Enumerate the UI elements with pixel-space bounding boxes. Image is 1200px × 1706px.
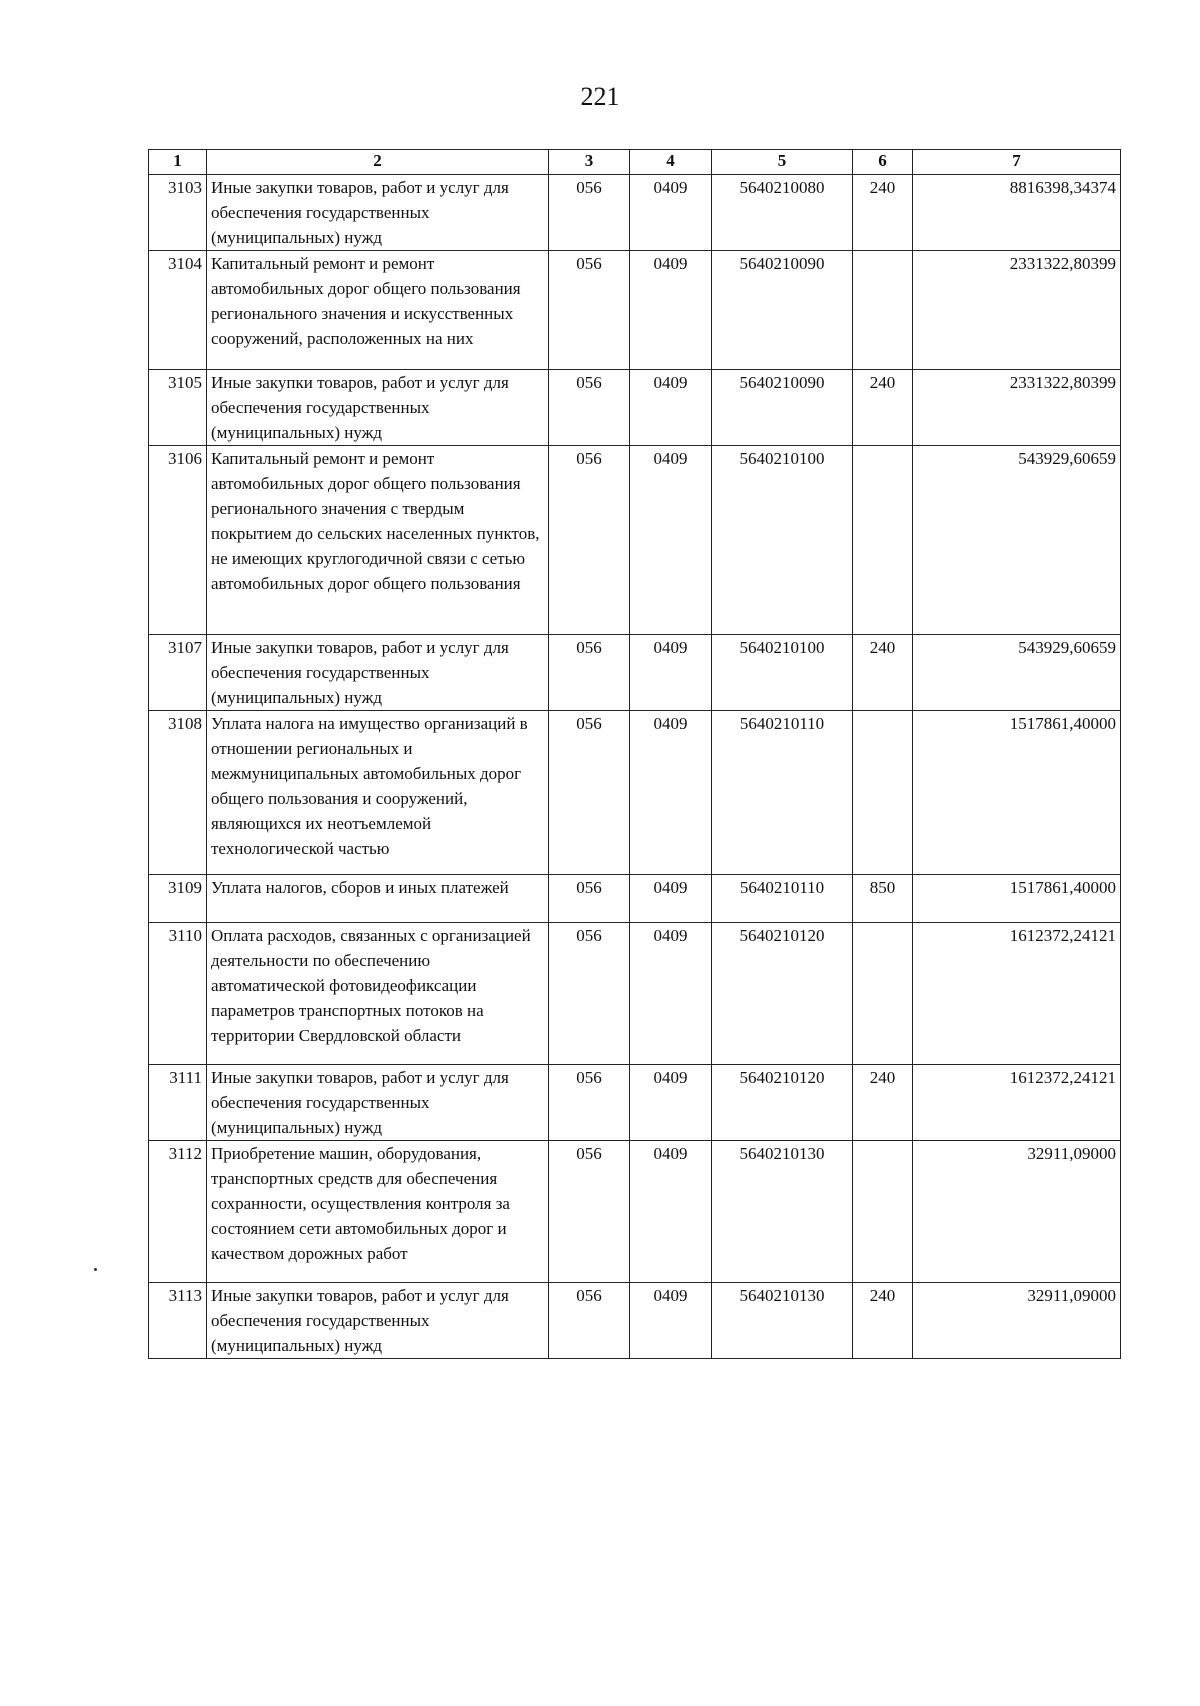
row-number: 3112	[149, 1141, 207, 1283]
table-row	[149, 1141, 1121, 1283]
row-amount: 1612372,24121	[913, 1065, 1121, 1141]
row-amount: 2331322,80399	[913, 251, 1121, 370]
row-code-3: 056	[549, 175, 630, 251]
row-code-3: 056	[549, 711, 630, 875]
table-row	[149, 175, 1121, 251]
table-row	[149, 446, 1121, 635]
row-amount: 2331322,80399	[913, 370, 1121, 446]
row-code-3: 056	[549, 923, 630, 1065]
row-name: Иные закупки товаров, работ и услуг для обеспечения государственных (муниципальных) нужд	[207, 1065, 549, 1141]
table-row	[149, 923, 1121, 1065]
row-number: 3104	[149, 251, 207, 370]
header-col-2: 2	[207, 150, 549, 175]
row-expense-type	[853, 711, 913, 875]
row-code-3: 056	[549, 635, 630, 711]
header-col-1: 1	[149, 150, 207, 175]
row-code-3: 056	[549, 1283, 630, 1359]
row-target-code: 5640210080	[712, 175, 853, 251]
table-row	[149, 1283, 1121, 1359]
row-target-code: 5640210120	[712, 1065, 853, 1141]
row-name: Уплата налогов, сборов и иных платежей	[207, 875, 549, 923]
header-row	[149, 150, 1121, 175]
row-name: Оплата расходов, связанных с организацией деятельности по обеспечению автоматической фотовидеофиксации параметров транспортных потоков на территории Свердловской области	[207, 923, 549, 1065]
row-expense-type	[853, 251, 913, 370]
row-number: 3109	[149, 875, 207, 923]
row-name: Приобретение машин, оборудования, транспортных средств для обеспечения сохранности, осуществления контроля за состоянием сети автомобильных дорог и качеством дорожных работ	[207, 1141, 549, 1283]
row-name: Иные закупки товаров, работ и услуг для обеспечения государственных (муниципальных) нужд	[207, 635, 549, 711]
row-number: 3103	[149, 175, 207, 251]
header-col-5: 5	[712, 150, 853, 175]
row-number: 3108	[149, 711, 207, 875]
table-row	[149, 1065, 1121, 1141]
row-section-code: 0409	[630, 446, 712, 635]
table-row	[149, 251, 1121, 370]
row-code-3: 056	[549, 1065, 630, 1141]
row-code-3: 056	[549, 875, 630, 923]
row-number: 3105	[149, 370, 207, 446]
row-section-code: 0409	[630, 711, 712, 875]
row-number: 3106	[149, 446, 207, 635]
row-target-code: 5640210100	[712, 635, 853, 711]
row-amount: 32911,09000	[913, 1283, 1121, 1359]
table-row	[149, 711, 1121, 875]
row-target-code: 5640210130	[712, 1141, 853, 1283]
row-section-code: 0409	[630, 251, 712, 370]
row-target-code: 5640210130	[712, 1283, 853, 1359]
row-amount: 1517861,40000	[913, 875, 1121, 923]
header-col-3: 3	[549, 150, 630, 175]
row-expense-type: 240	[853, 175, 913, 251]
row-number: 3111	[149, 1065, 207, 1141]
budget-table	[148, 149, 1121, 1359]
row-name: Капитальный ремонт и ремонт автомобильных дорог общего пользования регионального значения и искусственных сооружений, расположенных на них	[207, 251, 549, 370]
row-section-code: 0409	[630, 175, 712, 251]
row-name: Капитальный ремонт и ремонт автомобильных дорог общего пользования регионального значения с твердым покрытием до сельских населенных пунктов, не имеющих круглогодичной связи с сетью автомобильных дорог общего пользования	[207, 446, 549, 635]
row-amount: 543929,60659	[913, 635, 1121, 711]
row-number: 3107	[149, 635, 207, 711]
row-name: Иные закупки товаров, работ и услуг для обеспечения государственных (муниципальных) нужд	[207, 175, 549, 251]
row-expense-type	[853, 1141, 913, 1283]
row-section-code: 0409	[630, 370, 712, 446]
row-amount: 1612372,24121	[913, 923, 1121, 1065]
row-expense-type: 240	[853, 370, 913, 446]
row-section-code: 0409	[630, 923, 712, 1065]
row-section-code: 0409	[630, 635, 712, 711]
header-col-7: 7	[913, 150, 1121, 175]
row-amount: 543929,60659	[913, 446, 1121, 635]
row-expense-type: 240	[853, 1283, 913, 1359]
row-target-code: 5640210110	[712, 875, 853, 923]
row-expense-type: 240	[853, 1065, 913, 1141]
table-row	[149, 875, 1121, 923]
row-expense-type	[853, 923, 913, 1065]
row-amount: 1517861,40000	[913, 711, 1121, 875]
row-amount: 32911,09000	[913, 1141, 1121, 1283]
row-expense-type: 850	[853, 875, 913, 923]
row-code-3: 056	[549, 446, 630, 635]
row-section-code: 0409	[630, 1141, 712, 1283]
row-code-3: 056	[549, 370, 630, 446]
row-name: Иные закупки товаров, работ и услуг для обеспечения государственных (муниципальных) нужд	[207, 370, 549, 446]
page-number: 221	[580, 82, 620, 111]
table-row	[149, 635, 1121, 711]
row-section-code: 0409	[630, 1065, 712, 1141]
row-code-3: 056	[549, 1141, 630, 1283]
row-section-code: 0409	[630, 875, 712, 923]
row-section-code: 0409	[630, 1283, 712, 1359]
scan-dot	[94, 1268, 97, 1271]
row-target-code: 5640210110	[712, 711, 853, 875]
header-col-4: 4	[630, 150, 712, 175]
row-amount: 8816398,34374	[913, 175, 1121, 251]
table-row	[149, 370, 1121, 446]
row-target-code: 5640210090	[712, 370, 853, 446]
header-col-6: 6	[853, 150, 913, 175]
row-code-3: 056	[549, 251, 630, 370]
row-name: Уплата налога на имущество организаций в отношении региональных и межмуниципальных автомобильных дорог общего пользования и сооружений, являющихся их неотъемлемой технологической частью	[207, 711, 549, 875]
row-target-code: 5640210100	[712, 446, 853, 635]
row-expense-type: 240	[853, 635, 913, 711]
row-target-code: 5640210090	[712, 251, 853, 370]
row-number: 3110	[149, 923, 207, 1065]
row-expense-type	[853, 446, 913, 635]
row-name: Иные закупки товаров, работ и услуг для обеспечения государственных (муниципальных) нужд	[207, 1283, 549, 1359]
row-target-code: 5640210120	[712, 923, 853, 1065]
row-number: 3113	[149, 1283, 207, 1359]
